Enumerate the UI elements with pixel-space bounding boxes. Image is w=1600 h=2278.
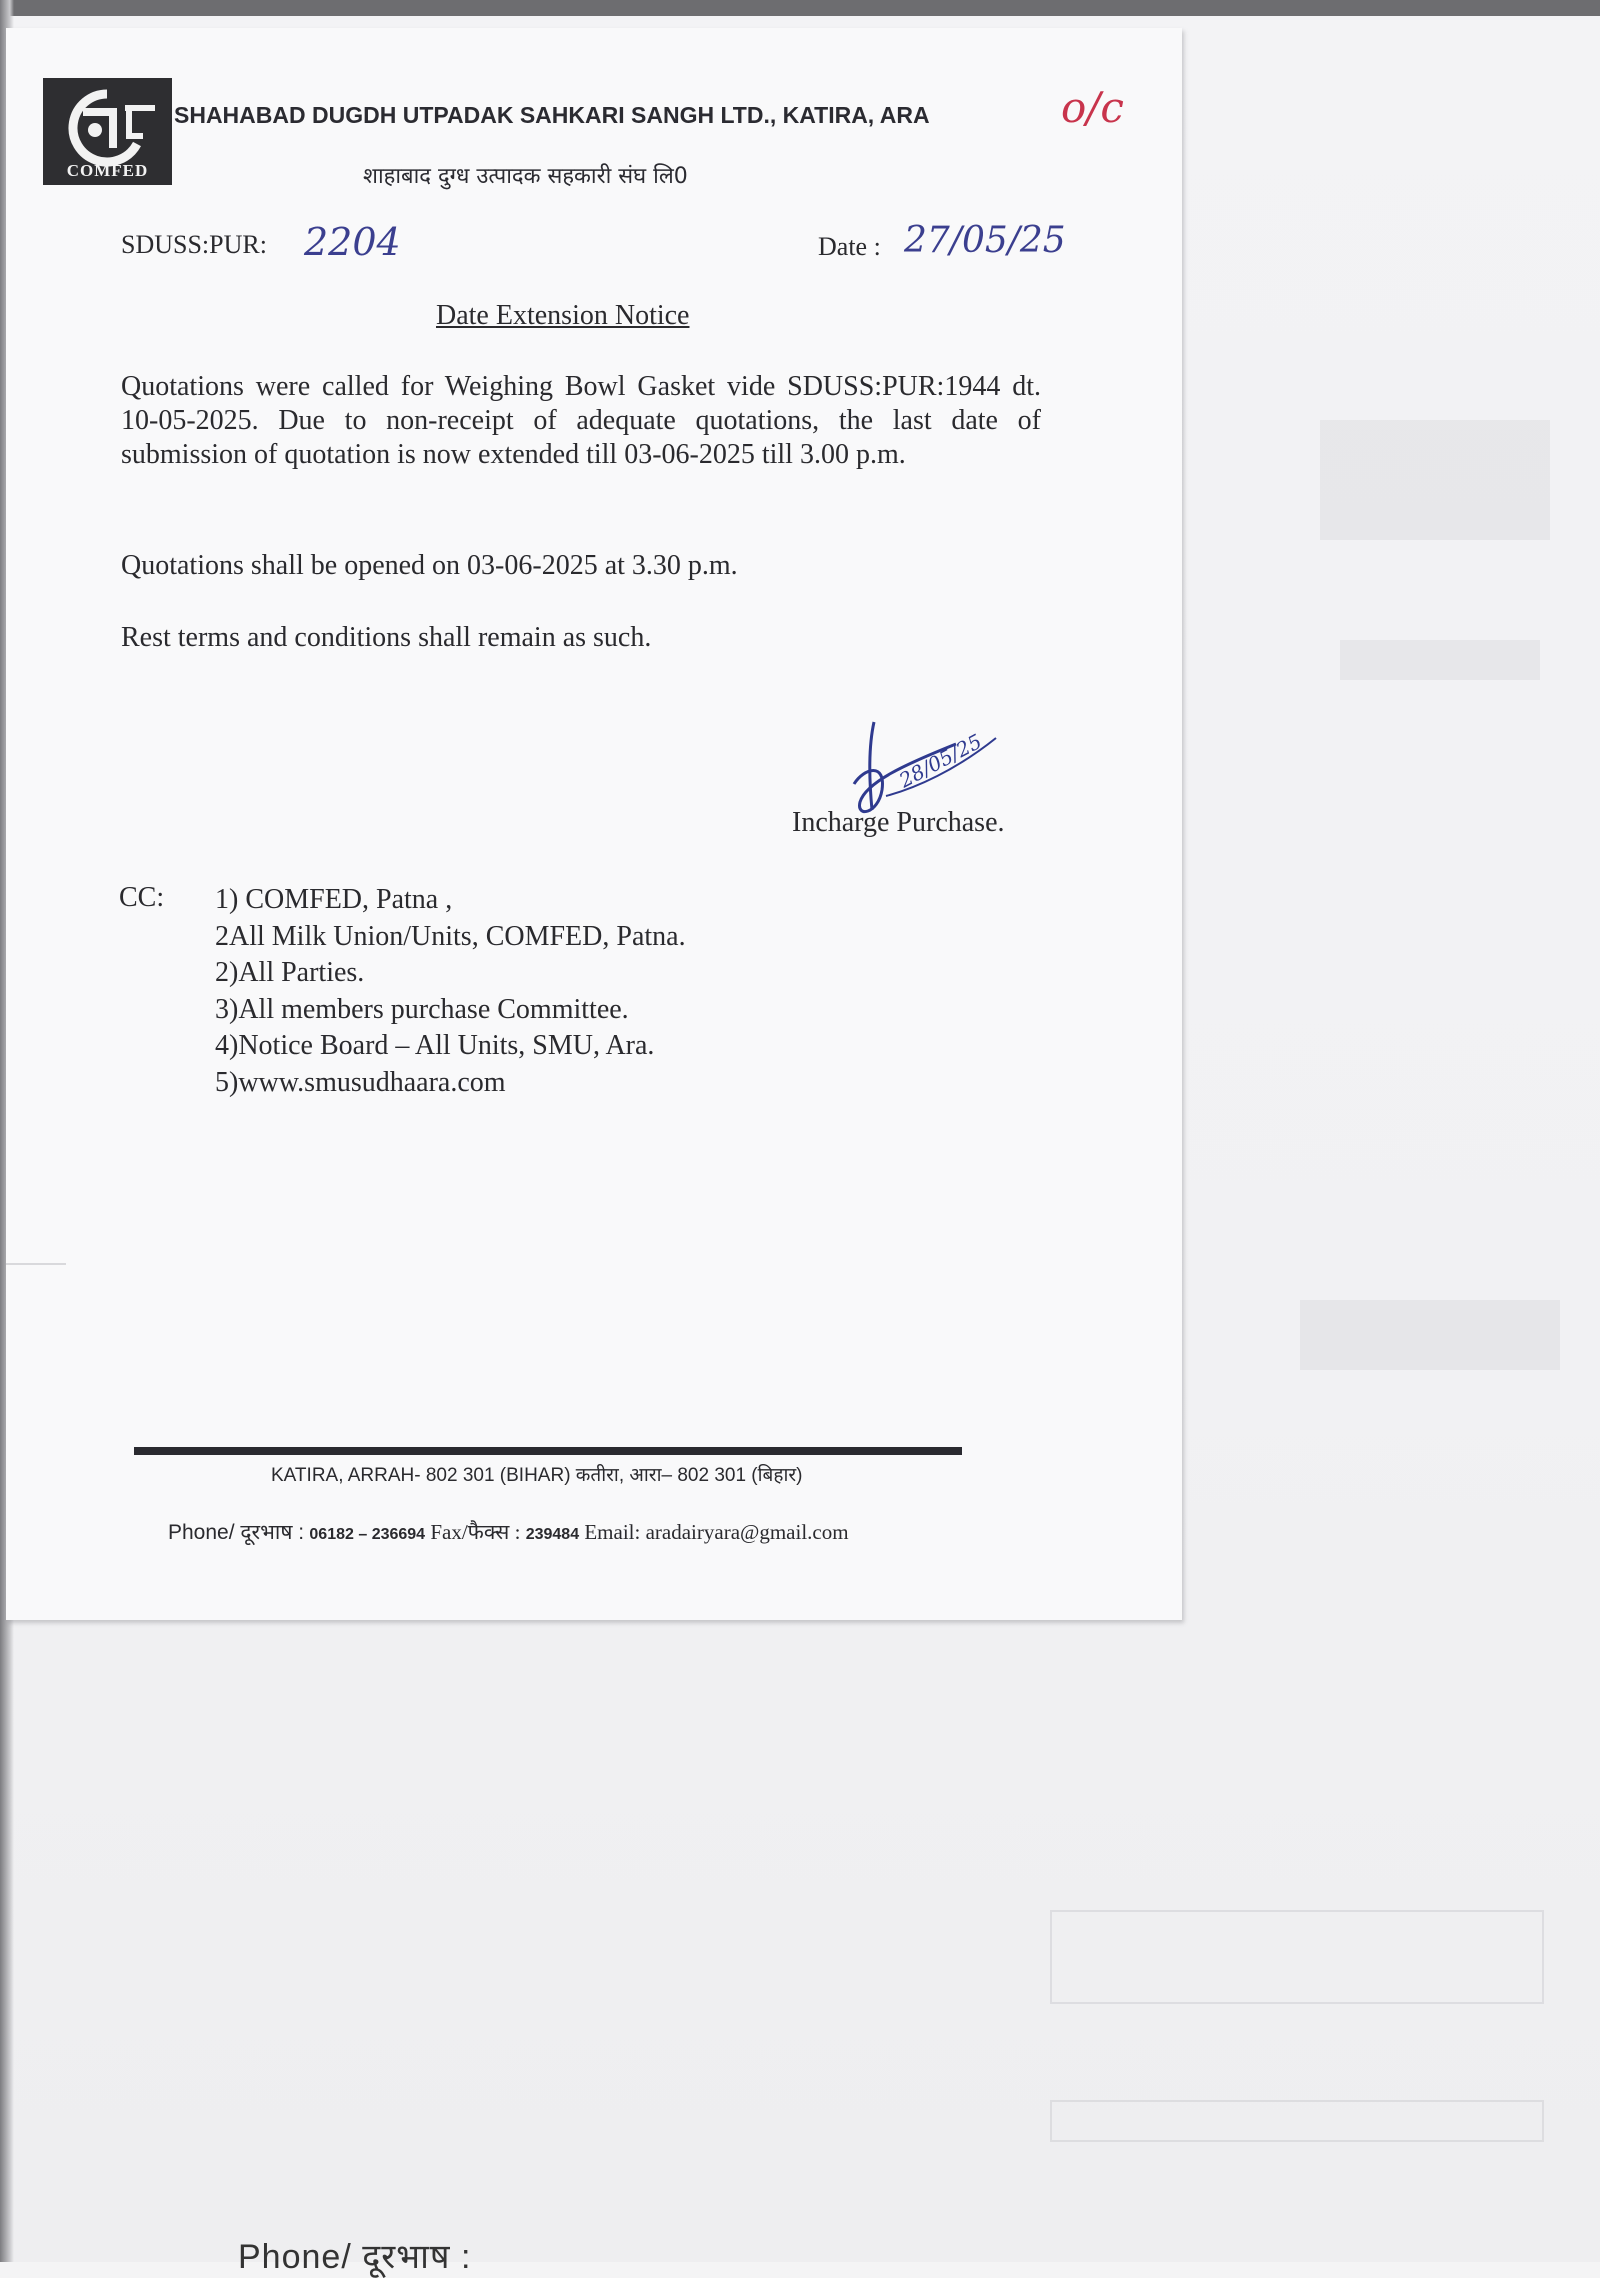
comfed-logo (43, 78, 172, 185)
fax-number: 239484 (525, 1526, 580, 1543)
ghost-text-block (1340, 640, 1540, 680)
phone-number: 06182 – 236694 (309, 1526, 426, 1543)
cc-item: 3)All members purchase Committee. (215, 993, 629, 1025)
letter-sheet (6, 28, 1182, 1620)
opening-line: Quotations shall be opened on 03-06-2025 at 3.30 p.m. (121, 550, 738, 581)
date-label: Date : (818, 232, 881, 261)
ghost-text-block (1320, 420, 1550, 540)
fax-label: Fax/फैक्स : (430, 1520, 521, 1544)
cc-item: 5)www.smusudhaara.com (215, 1066, 506, 1098)
footer-divider (134, 1447, 962, 1455)
reference-number: 2204 (304, 220, 401, 264)
organization-name: SHAHABAD DUGDH UTPADAK SAHKARI SANGH LTD., KATIRA, ARA (174, 102, 930, 128)
cc-label: CC: (119, 882, 165, 913)
logo-label: COMFED (66, 161, 149, 180)
ghost-frame (1050, 2100, 1544, 2142)
ghost-frame (1050, 1910, 1544, 2004)
ghost-text-block (1300, 1300, 1560, 1370)
email-address: aradairyara@gmail.com (645, 1520, 849, 1544)
reference-label: SDUSS:PUR: (121, 230, 267, 259)
cc-item: 2All Milk Union/Units, COMFED, Patna. (215, 920, 686, 952)
signature-date-note: 28/05/25 (895, 729, 986, 793)
fold-mark (6, 1263, 66, 1265)
notice-title: Date Extension Notice (436, 300, 690, 331)
cc-list (215, 882, 686, 1102)
signatory-title: Incharge Purchase. (792, 807, 1005, 838)
organization-name-hindi: शाहाबाद दुग्ध उत्पादक सहकारी संघ लि0 (363, 164, 688, 189)
cc-item: 1) COMFED, Patna , (215, 884, 453, 915)
back-sheet-phone-fragment: Phone/ दूरभाष : (238, 2238, 472, 2276)
footer-contact (168, 1518, 849, 1546)
office-copy-mark: o/c (1061, 83, 1124, 132)
date-value: 27/05/25 (904, 220, 1066, 261)
cc-item: 2)All Parties. (215, 957, 365, 989)
email-label: Email: (584, 1520, 641, 1544)
footer-address: KATIRA, ARRAH- 802 301 (BIHAR) कतीरा, आरा– 802 301 (बिहार) (271, 1465, 803, 1486)
notice-paragraph: Quotations were called for Weighing Bowl Gasket vide SDUSS:PUR:1944 dt. 10-05-2025. Due to non-receipt of adequate quotations, the last date of submission of quotation is now extended till 03-06-2025 till 3.00 p.m. (121, 371, 1041, 470)
scan-top-edge (0, 0, 1600, 16)
cc-item: 4)Notice Board – All Units, SMU, Ara. (215, 1030, 655, 1062)
terms-line: Rest terms and conditions shall remain as such. (121, 622, 652, 653)
phone-label: Phone/ दूरभाष : (168, 1521, 305, 1544)
